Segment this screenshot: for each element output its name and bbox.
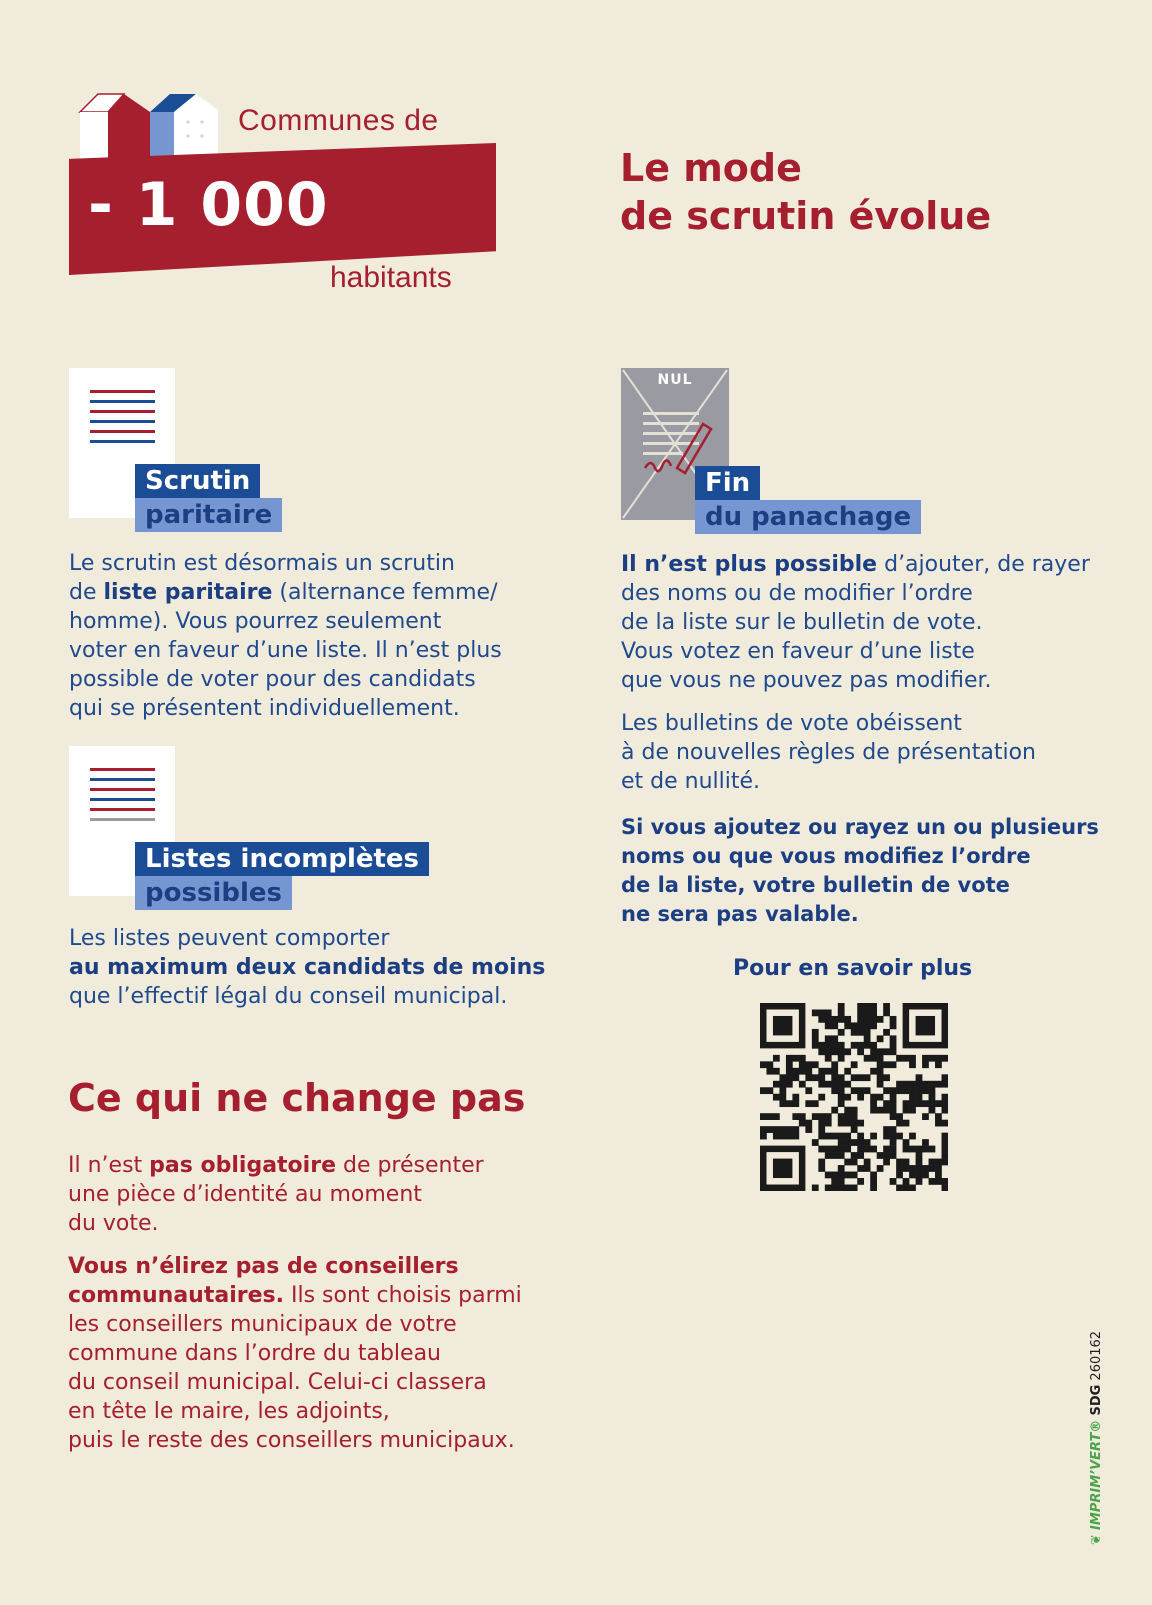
qr-code[interactable]	[760, 1003, 948, 1191]
badge-number: - 1 000	[88, 170, 329, 240]
leaf-icon: ❦	[1089, 1534, 1104, 1545]
badge-bottom-text: habitants	[330, 261, 452, 294]
tag-scrutin: Scrutin	[135, 464, 260, 498]
imprint-label: ❦ IMPRIM’VERT® SDG 260162	[1089, 1330, 1104, 1545]
panachage-paragraph-3: Si vous ajoutez ou rayez un ou plusieurs noms ou que vous modifiez l’ordre de la liste, votre bulletin de vote ne sera pas valable.	[621, 815, 1099, 926]
tag-du-panachage: du panachage	[695, 500, 921, 534]
tag-fin: Fin	[695, 466, 760, 500]
page-title	[620, 144, 991, 240]
tag-possibles: possibles	[135, 876, 292, 910]
nul-label: NUL	[657, 372, 693, 388]
badge-top-text: Communes de	[238, 104, 439, 137]
panachage-paragraph-2: Les bulletins de vote obéissent à de nouvelles règles de présentation et de nullité.	[621, 711, 1036, 794]
unchanged-title: Ce qui ne change pas	[68, 1076, 526, 1120]
tag-paritaire: paritaire	[135, 498, 282, 532]
unchanged-paragraph-1: Il n’est pas obligatoire de présenter une pièce d’identité au moment du vote.	[68, 1153, 484, 1236]
unchanged-paragraph-2: Vous n’élirez pas de conseillers communautaires. Ils sont choisis parmi les conseillers municipaux de votre commune dans l’ordre du tableau du conseil municipal. Celui-ci classera en tête le maire, les adjoints, puis le reste des conseillers municipaux.	[68, 1254, 522, 1453]
tag-listes-incompletes: Listes incomplètes	[135, 842, 429, 876]
panachage-paragraph-1: Il n’est plus possible d’ajouter, de rayer des noms ou de modifier l’ordre de la liste sur le bulletin de vote. Vous votez en faveur d’une liste que vous ne pouvez pas modifier.	[621, 552, 1090, 693]
listes-paragraph: Les listes peuvent comporter au maximum deux candidats de moins que l’effectif légal du conseil municipal.	[69, 926, 546, 1009]
scrutin-paragraph: Le scrutin est désormais un scrutin de liste paritaire (alternance femme/ homme). Vous pourrez seulement voter en faveur d’une liste. Il n’est plus possible de voter pour des candidats qui se présentent individuellement.	[69, 551, 502, 721]
more-info-label: Pour en savoir plus	[733, 956, 973, 981]
title-line-1: Le mode	[620, 146, 802, 190]
title-line-2: de scrutin évolue	[620, 194, 992, 238]
